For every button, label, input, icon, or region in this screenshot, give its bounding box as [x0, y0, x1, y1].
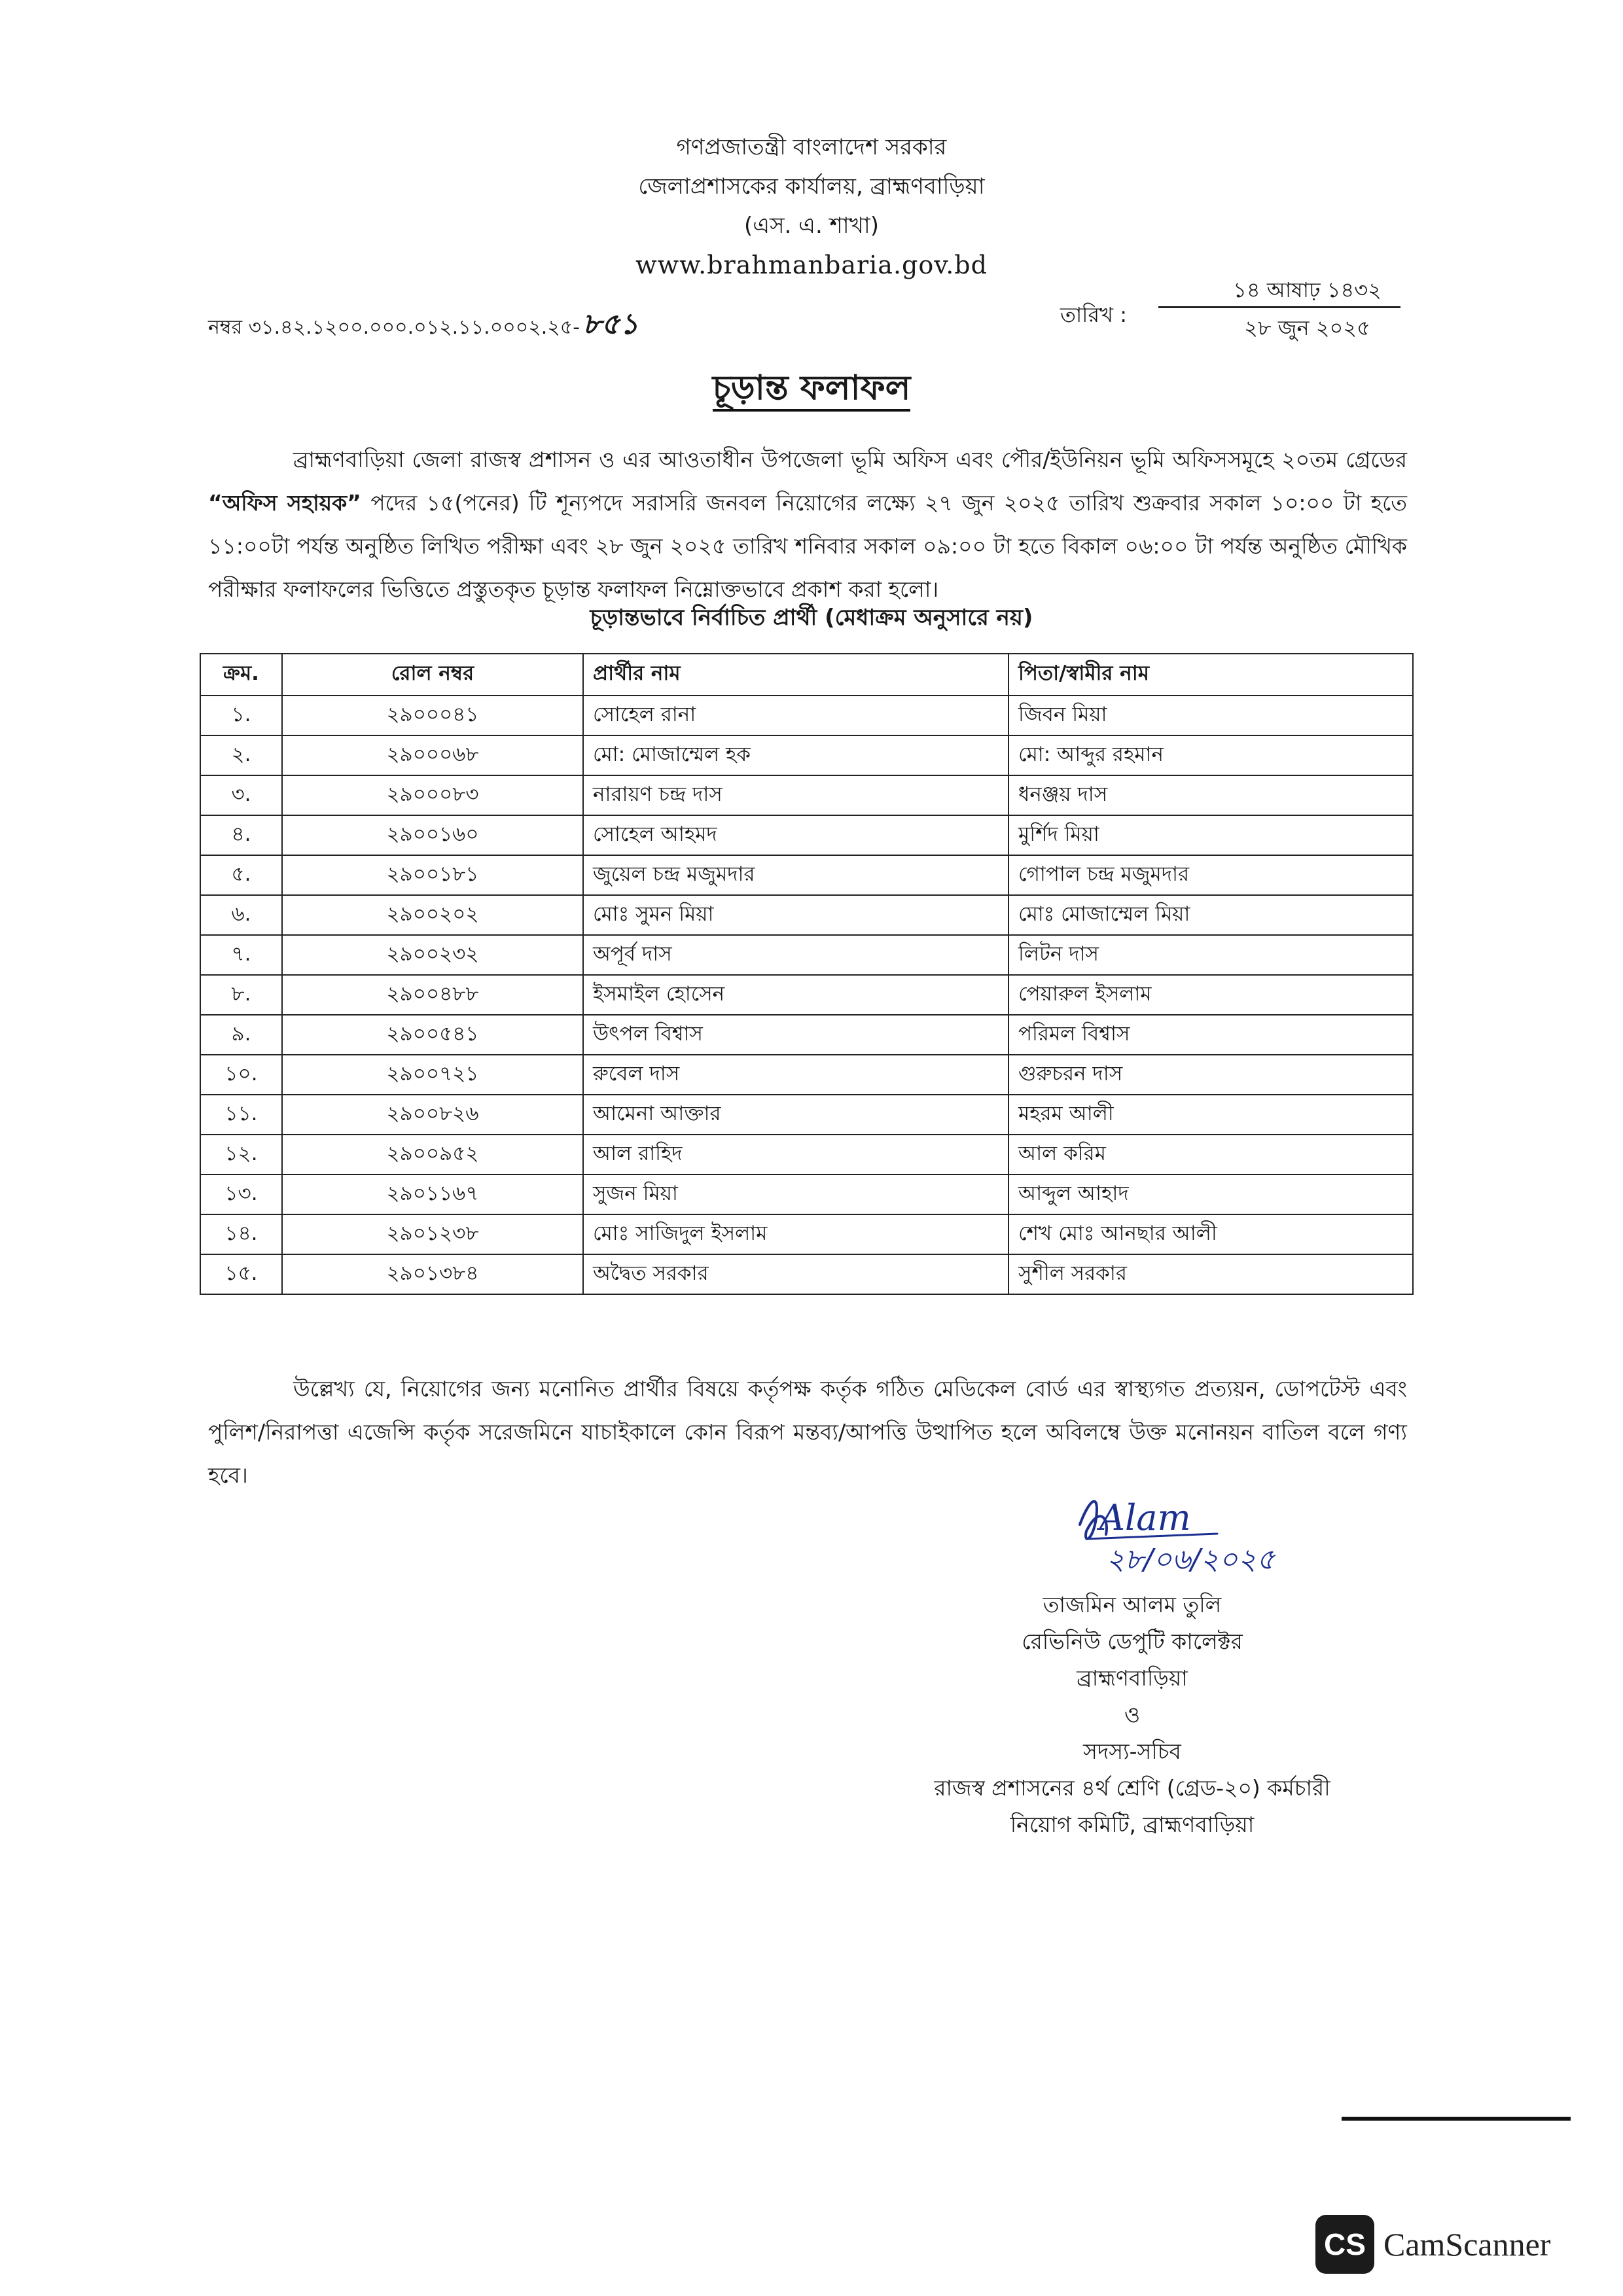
signatory-block [838, 1587, 1427, 1843]
header-candidate-name: প্রার্থীর নাম [583, 654, 1008, 696]
government-name: গণপ্রজাতন্ত্রী বাংলাদেশ সরকার [676, 134, 947, 160]
office-header [0, 128, 1623, 285]
cell-candidate-name: নারায়ণ চন্দ্র দাস [583, 775, 1008, 815]
cell-guardian-name: মহরম আলী [1008, 1095, 1413, 1135]
table-row [200, 1135, 1413, 1174]
cell-guardian-name: আল করিম [1008, 1135, 1413, 1174]
table-row [200, 696, 1413, 735]
cell-candidate-name: মোঃ সাজিদুল ইসলাম [583, 1214, 1008, 1254]
committee-line-1: রাজস্ব প্রশাসনের ৪র্থ শ্রেণি (গ্রেড-২০) কর্মচারী [934, 1775, 1330, 1801]
post-name: “অফিস সহায়ক” [208, 490, 361, 516]
cell-roll: ২৯০১১৬৭ [282, 1174, 583, 1214]
cell-guardian-name: মোঃ মোজাম্মেল মিয়া [1008, 895, 1413, 935]
date-block [1060, 274, 1400, 345]
cell-serial: ৪. [200, 815, 282, 855]
cell-serial: ১৩. [200, 1174, 282, 1214]
signatory-name: তাজমিন আলম তুলি [1043, 1592, 1222, 1617]
cell-roll: ২৯০০২০২ [282, 895, 583, 935]
memo-handwritten-ref: ৮৫১ [582, 308, 639, 341]
cell-roll: ২৯০০৪৮৮ [282, 975, 583, 1015]
cell-candidate-name: জুয়েল চন্দ্র মজুমদার [583, 855, 1008, 895]
table-row [200, 735, 1413, 775]
office-name: জেলাপ্রশাসকের কার্যালয়, ব্রাহ্মণবাড়িয়া [638, 173, 985, 200]
cell-serial: ৭. [200, 935, 282, 975]
cell-serial: ১১. [200, 1095, 282, 1135]
cell-serial: ১২. [200, 1135, 282, 1174]
cell-candidate-name: মোঃ সুমন মিয়া [583, 895, 1008, 935]
body-paragraph [208, 438, 1407, 611]
cell-guardian-name: ধনঞ্জয় দাস [1008, 775, 1413, 815]
cell-serial: ৯. [200, 1015, 282, 1055]
cell-guardian-name: পেয়ারুল ইসলাম [1008, 975, 1413, 1015]
cell-guardian-name: মুর্শিদ মিয়া [1008, 815, 1413, 855]
cell-guardian-name: আব্দুল আহাদ [1008, 1174, 1413, 1214]
section-name: (এস. এ. শাখা) [743, 213, 880, 239]
signatory-designation: রেভিনিউ ডেপুটি কালেক্টর [1022, 1629, 1243, 1654]
date-bangla: ১৪ আষাঢ় ১৪৩২ [1233, 277, 1382, 302]
cell-candidate-name: অদ্বৈত সরকার [583, 1254, 1008, 1294]
cell-roll: ২৯০০০৬৮ [282, 735, 583, 775]
table-row [200, 1015, 1413, 1055]
cell-guardian-name: লিটন দাস [1008, 935, 1413, 975]
cell-roll: ২৯০০৮২৬ [282, 1095, 583, 1135]
camscanner-logo-icon: CS [1315, 2215, 1374, 2274]
camscanner-text: CamScanner [1383, 2226, 1551, 2263]
scan-edge-line [1342, 2117, 1571, 2121]
cell-candidate-name: আমেনা আক্তার [583, 1095, 1008, 1135]
camscanner-watermark [1315, 2215, 1577, 2274]
cell-candidate-name: অপূর্ব দাস [583, 935, 1008, 975]
signature-name-script: Alam [1099, 1497, 1191, 1538]
body-part2: পদের ১৫(পনের) টি শূন্যপদে সরাসরি জনবল নিয়োগের লক্ষ্যে ২৭ জুন ২০২৫ তারিখ শুক্রবার সকাল ১০:০০ টা হতে ১১:০০টা পর্যন্ত অনুষ্ঠিত লিখিত পরীক্ষা এবং ২৮ জুন ২০২৫ তারিখ শনিবার সকাল ০৯:০০ টা হতে বিকাল ০৬:০০ টা পর্যন্ত অনুষ্ঠিত মৌখিক পরীক্ষার ফলাফলের ভিত্তিতে প্রস্তুতকৃত চূড়ান্ত ফলাফল নিম্নোক্তভাবে প্রকাশ করা হলো। [208, 490, 1407, 602]
cell-candidate-name: রুবেল দাস [583, 1055, 1008, 1095]
header-guardian-name: পিতা/স্বামীর নাম [1008, 654, 1413, 696]
table-row [200, 1254, 1413, 1294]
table-row [200, 895, 1413, 935]
cell-guardian-name: মো: আব্দুর রহমান [1008, 735, 1413, 775]
memo-number [208, 302, 639, 350]
cell-serial: ১৫. [200, 1254, 282, 1294]
table-body [200, 696, 1413, 1294]
cell-serial: ২. [200, 735, 282, 775]
date-label: তারিখ : [1060, 302, 1128, 327]
cell-roll: ২৯০১৩৮৪ [282, 1254, 583, 1294]
cell-roll: ২৯০০১৮১ [282, 855, 583, 895]
note-paragraph: উল্লেখ্য যে, নিয়োগের জন্য মনোনিত প্রার্থীর বিষয়ে কর্তৃপক্ষ কর্তৃক গঠিত মেডিকেল বোর্ড এর স্বাস্থ্যগত প্রত্যয়ন, ডোপটেস্ট এবং পুলিশ/নিরাপত্তা এজেন্সি কর্তৃক সরেজমিনে যাচাইকালে কোন বিরূপ মন্তব্য/আপত্তি উত্থাপিত হলে অবিলম্বে উক্ত মনোনয়ন বাতিল বলে গণ্য হবে। [208, 1376, 1407, 1488]
cell-serial: ৮. [200, 975, 282, 1015]
cell-guardian-name: গুরুচরন দাস [1008, 1055, 1413, 1095]
cell-guardian-name: গোপাল চন্দ্র মজুমদার [1008, 855, 1413, 895]
body-part1: ব্রাহ্মণবাড়িয়া জেলা রাজস্ব প্রশাসন ও এর আওতাধীন উপজেলা ভূমি অফিস এবং পৌর/ইউনিয়ন ভূমি অফিসসমূহে ২০তম গ্রেডের [293, 447, 1407, 472]
cell-roll: ২৯০০১৬০ [282, 815, 583, 855]
table-caption: চূড়ান্তভাবে নির্বাচিত প্রার্থী (মেধাক্রম অনুসারে নয়) [590, 605, 1033, 631]
cell-guardian-name: সুশীল সরকার [1008, 1254, 1413, 1294]
cell-serial: ৬. [200, 895, 282, 935]
table-row [200, 815, 1413, 855]
cell-candidate-name: সুজন মিয়া [583, 1174, 1008, 1214]
document-title [0, 361, 1623, 418]
signatory-role: সদস্য-সচিব [1083, 1739, 1181, 1764]
cell-guardian-name: জিবন মিয়া [1008, 696, 1413, 735]
cell-candidate-name: আল রাহিদ [583, 1135, 1008, 1174]
cell-candidate-name: উৎপল বিশ্বাস [583, 1015, 1008, 1055]
committee-line-2: নিয়োগ কমিটি, ব্রাহ্মণবাড়িয়া [1010, 1812, 1255, 1837]
table-header-row [200, 654, 1413, 696]
table-row [200, 1174, 1413, 1214]
cell-roll: ২৯০০০৪১ [282, 696, 583, 735]
header-roll: রোল নম্বর [282, 654, 583, 696]
signatory-district: ব্রাহ্মণবাড়িয়া [1077, 1665, 1188, 1691]
cell-roll: ২৯০০৭২১ [282, 1055, 583, 1095]
table-row [200, 1214, 1413, 1254]
results-table [200, 653, 1414, 1295]
signature-drawing [1060, 1479, 1322, 1577]
cell-candidate-name: ইসমাইল হোসেন [583, 975, 1008, 1015]
table-row [200, 775, 1413, 815]
cell-serial: ৫. [200, 855, 282, 895]
date-divider [1158, 306, 1400, 308]
date-gregorian: ২৮ জুন ২০২৫ [1244, 315, 1370, 340]
website-link[interactable]: www.brahmanbaria.gov.bd [635, 251, 988, 279]
table-row [200, 1095, 1413, 1135]
cell-guardian-name: শেখ মোঃ আনছার আলী [1008, 1214, 1413, 1254]
cell-roll: ২৯০১২৩৮ [282, 1214, 583, 1254]
header-serial: ক্রম. [200, 654, 282, 696]
document-title-text: চূড়ান্ত ফলাফল [713, 368, 911, 412]
table-row [200, 935, 1413, 975]
signature-date-script: ২৮/০৬/২০২৫ [1106, 1543, 1275, 1576]
table-row [200, 855, 1413, 895]
table-row [200, 975, 1413, 1015]
cell-candidate-name: মো: মোজাম্মেল হক [583, 735, 1008, 775]
cell-candidate-name: সোহেল রানা [583, 696, 1008, 735]
handwritten-signature [1060, 1479, 1322, 1577]
cell-guardian-name: পরিমল বিশ্বাস [1008, 1015, 1413, 1055]
cell-roll: ২৯০০৫৪১ [282, 1015, 583, 1055]
cell-serial: ৩. [200, 775, 282, 815]
signatory-conjunction: ও [1124, 1702, 1141, 1727]
memo-number-text: নম্বর ৩১.৪২.১২০০.০০০.০১২.১১.০০০২.২৫- [208, 316, 580, 339]
cell-roll: ২৯০০০৮৩ [282, 775, 583, 815]
table-row [200, 1055, 1413, 1095]
cell-roll: ২৯০০৯৫২ [282, 1135, 583, 1174]
cell-serial: ১৪. [200, 1214, 282, 1254]
cell-serial: ১০. [200, 1055, 282, 1095]
cell-serial: ১. [200, 696, 282, 735]
cell-roll: ২৯০০২৩২ [282, 935, 583, 975]
cell-candidate-name: সোহেল আহমদ [583, 815, 1008, 855]
